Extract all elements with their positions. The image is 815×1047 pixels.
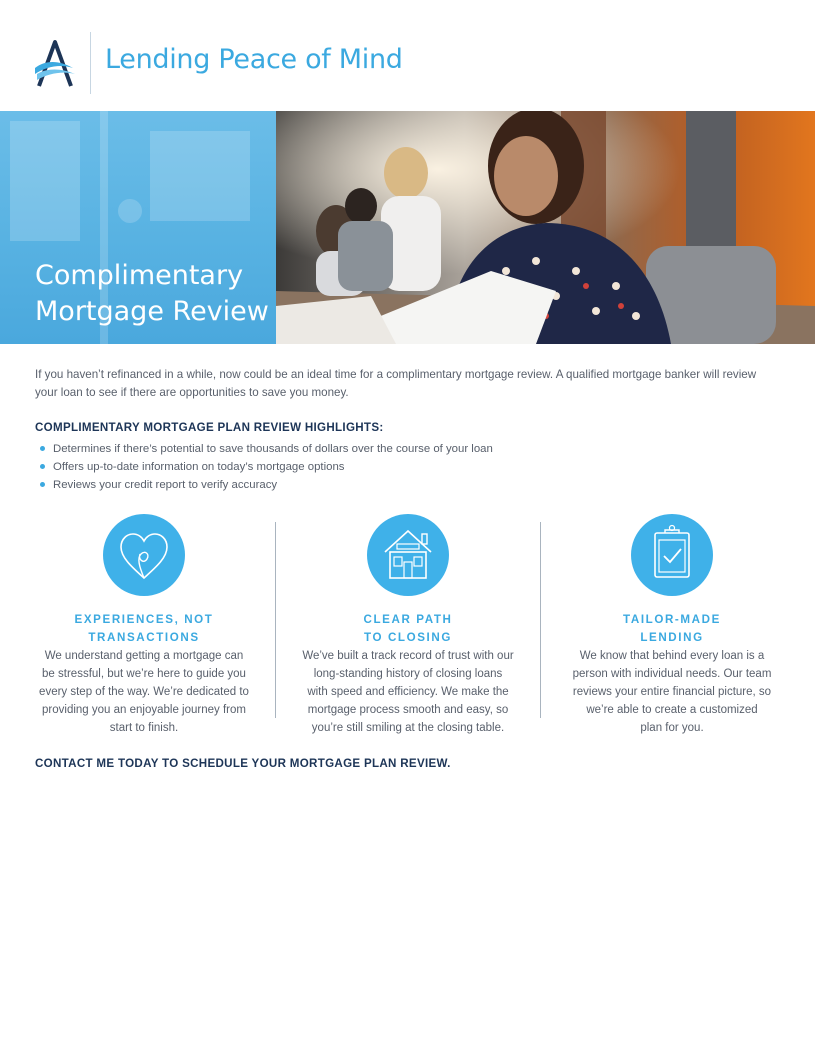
feature-text-line: person with individual needs. Our team	[572, 668, 772, 680]
bullet-icon	[40, 464, 45, 469]
feature-text-line: We know that behind every loan is a	[579, 650, 765, 662]
highlights-list	[40, 440, 493, 494]
hero-title-panel	[0, 111, 276, 344]
company-logo-icon	[33, 38, 77, 88]
feature-clear-path	[293, 514, 523, 737]
feature-title-line: TO CLOSING	[364, 631, 452, 644]
feature-text-line: reviews your entire financial picture, so	[572, 686, 772, 698]
header-divider	[90, 32, 91, 94]
call-to-action: CONTACT ME TODAY TO SCHEDULE YOUR MORTGAGE PLAN REVIEW.	[35, 757, 451, 770]
list-item	[40, 476, 493, 494]
column-divider	[540, 522, 541, 718]
bullet-icon	[40, 446, 45, 451]
feature-title	[293, 611, 523, 647]
column-divider	[275, 522, 276, 718]
hero-photo	[276, 111, 815, 344]
feature-text-line: every step of the way. We’re dedicated to	[39, 686, 249, 698]
feature-text-line: you’re still smiling at the closing table.	[311, 722, 505, 734]
feature-text-line: with speed and efficiency. We make the	[307, 686, 509, 698]
feature-title-line: LENDING	[640, 631, 704, 644]
list-item	[40, 458, 493, 476]
feature-text-line: We understand getting a mortgage can	[44, 650, 244, 662]
house-icon-circle	[367, 514, 449, 596]
feature-text-line: mortgage process smooth and easy, so	[307, 704, 509, 716]
hero-title-line-2: Mortgage Review	[35, 296, 269, 327]
list-item-text: Reviews your credit report to verify accuracy	[53, 479, 278, 491]
feature-experiences	[29, 514, 259, 737]
feature-title-line: TRANSACTIONS	[88, 631, 200, 644]
feature-title-line: EXPERIENCES, NOT	[74, 613, 214, 626]
feature-title-line: CLEAR PATH	[363, 613, 453, 626]
hero-banner	[0, 111, 815, 344]
feature-title	[29, 611, 259, 647]
feature-text-line: long-standing history of closing loans	[313, 668, 503, 680]
heart-icon-circle	[103, 514, 185, 596]
clipboard-check-icon	[631, 514, 713, 596]
clipboard-icon-circle	[631, 514, 713, 596]
feature-description	[293, 647, 523, 737]
heart-icon	[103, 514, 185, 596]
list-item-text: Determines if there’s potential to save thousands of dollars over the course of your loan	[53, 443, 493, 455]
hero-title	[35, 258, 275, 330]
list-item-text: Offers up-to-date information on today’s mortgage options	[53, 461, 345, 473]
feature-text-line: start to finish.	[109, 722, 179, 734]
feature-text-line: We’ve built a track record of trust with our	[302, 650, 514, 662]
feature-text-line: providing you an enjoyable journey from	[42, 704, 246, 716]
list-item	[40, 440, 493, 458]
feature-title	[557, 611, 787, 647]
feature-text-line: be stressful, but we’re here to guide you	[42, 668, 246, 680]
house-icon	[367, 514, 449, 596]
feature-text-line: plan for you.	[640, 722, 704, 734]
bullet-icon	[40, 482, 45, 487]
highlights-heading: COMPLIMENTARY MORTGAGE PLAN REVIEW HIGHLIGHTS:	[35, 421, 384, 434]
feature-description	[29, 647, 259, 737]
feature-title-line: TAILOR-MADE	[623, 613, 721, 626]
tagline: Lending Peace of Mind	[105, 44, 403, 75]
feature-description	[557, 647, 787, 737]
feature-tailor-made	[557, 514, 787, 737]
page-header	[0, 0, 815, 110]
feature-text-line: we’re able to create a customized	[586, 704, 758, 716]
hero-title-line-1: Complimentary	[35, 260, 244, 291]
intro-paragraph: If you haven’t refinanced in a while, now could be an ideal time for a complimentary mortgage review. A qualified mortgage banker will review your loan to see if there are opportunities to save you money.	[35, 368, 757, 399]
